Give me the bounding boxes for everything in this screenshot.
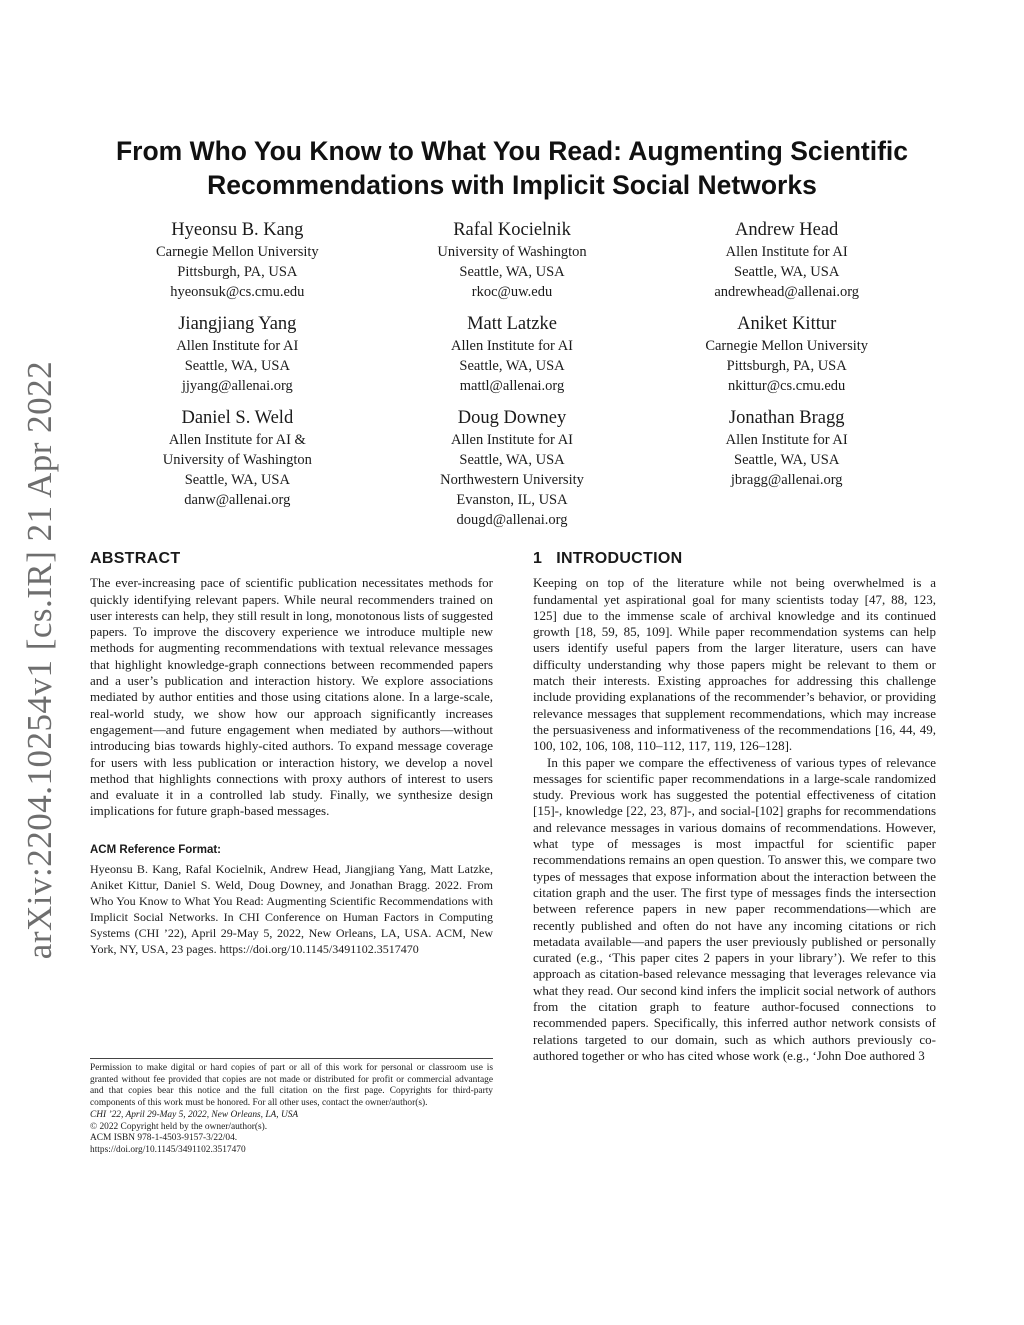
author-email: nkittur@cs.cmu.edu xyxy=(728,378,846,394)
author-affiliation: University of Washington xyxy=(437,244,587,260)
author-location: Seattle, WA, USA xyxy=(459,358,565,374)
author-email: andrewhead@allenai.org xyxy=(714,284,860,300)
section-number: 1 xyxy=(533,550,543,567)
author-row xyxy=(100,313,924,396)
author-name: Hyeonsu B. Kang xyxy=(171,220,304,240)
intro-paragraph-2: In this paper we compare the effectiveness of various types of relevance messages for scientific paper recommendations in a large-scale randomized study. Previous work has suggested the potential effectiveness of citation [15]-, knowledge [22, 23, 87]-, and social-[102] graphs for recommendations and relevance messages in various domains of recommendations. However, what type of messages is most impactful for scientific paper recommendations remains an open question. To answer this, we compare two types of messages that expose information about the interaction between the citation graph and the user. The first type of messages finds the intersection between reference papers in new paper recommendations—which are recently published and often do not have any incoming citations or rich metadata available—and papers the user previously published or personally curated (e.g., ‘This paper cites 2 papers in your library’). We refer to this approach as citation-based relevance messaging that leverages relevance via what they read. Our second kind infers the implicit social network of authors from the citation graph to feature author-focused connections to recommended papers. Specifically, this inferred author network consists of relations targeted to our domain, such as which authors previously co-authored together or who has cited whose work (e.g., ‘John Doe authored 3 xyxy=(533,754,936,1063)
author-card xyxy=(100,407,375,530)
permission-text: Permission to make digital or hard copies of part or all of this work for personal or classroom use is granted without fee provided that copies are not made or distributed for profit or commercial advantage and that copies bear this notice and the full citation on the first page. Copyrights for third-party components of this work must be honored. For all other uses, contact the owner/author(s). xyxy=(90,1063,493,1109)
isbn-line: ACM ISBN 978-1-4503-9157-3/22/04. xyxy=(90,1133,238,1144)
right-column xyxy=(533,551,936,1064)
author-row xyxy=(100,219,924,302)
title-line-2: Recommendations with Implicit Social Networks xyxy=(207,170,817,200)
author-affiliation: Allen Institute for AI xyxy=(450,338,574,354)
author-card xyxy=(649,407,924,530)
author-affiliation: Carnegie Mellon University xyxy=(155,244,319,260)
author-location: Pittsburgh, PA, USA xyxy=(726,358,847,374)
author-name: Aniket Kittur xyxy=(737,314,837,334)
author-email: danw@allenai.org xyxy=(184,492,291,508)
section-title: INTRODUCTION xyxy=(556,550,683,567)
intro-heading xyxy=(533,551,936,567)
acm-reference-text: Hyeonsu B. Kang, Rafal Kocielnik, Andrew Head, Jiangjiang Yang, Matt Latzke, Aniket Kittur, Daniel S. Weld, Doug Downey, and Jonathan Bragg. 2022. From Who You Know to What You Read: Augmenting Scientific Recommendations with Implicit Social Networks. In CHI Conference on Human Factors in Computing Systems (CHI ’22), April 29-May 5, 2022, New Orleans, LA, USA. ACM, New York, NY, USA, 23 pages. https://doi.org/10.1145/3491102.3517470 xyxy=(90,862,493,957)
author-card xyxy=(649,219,924,302)
author-affiliation: Allen Institute for AI xyxy=(176,338,299,354)
author-location: Seattle, WA, USA xyxy=(459,452,565,468)
author-card xyxy=(375,219,650,302)
author-affiliation: Allen Institute for AI xyxy=(725,244,848,260)
acm-reference-heading: ACM Reference Format: xyxy=(90,843,221,856)
left-column xyxy=(90,551,493,957)
author-location: Seattle, WA, USA xyxy=(734,452,840,468)
author-name: Matt Latzke xyxy=(467,314,557,334)
author-row xyxy=(100,407,924,530)
author-name: Rafal Kocielnik xyxy=(453,220,571,240)
doi-link[interactable]: https://doi.org/10.1145/3491102.3517470 xyxy=(90,1144,246,1155)
author-affiliation: Allen Institute for AI xyxy=(450,432,574,448)
author-affiliation: Allen Institute for AI & xyxy=(168,432,306,448)
author-name: Doug Downey xyxy=(457,408,567,428)
author-card xyxy=(100,313,375,396)
author-email: dougd@allenai.org xyxy=(456,512,568,528)
author-affiliation: Allen Institute for AI xyxy=(725,432,848,448)
author-email: jbragg@allenai.org xyxy=(730,472,843,488)
permission-notice xyxy=(90,1058,493,1157)
abstract-text: The ever-increasing pace of scientific publication necessitates methods for quickly identifying relevant papers. While neural recommenders trained on user interests can help, they still result in long, monotonous lists of suggested papers. To improve the discovery experience we introduce multiple new methods for augmenting recommendations with textual relevance messages that highlight knowledge-graph connections between recommended papers and a user’s publication and interaction history. We explore associations mediated by author entities and those using citations alone. In a large-scale, real-world study, we show how our approach significantly increases engagement—and future engagement when mediated by authors—without introducing bias towards highly-cited authors. To expand message coverage for users with less publication or interaction history, we develop a novel method that highlights connections with proxy authors of interest to users and evaluate it in a controlled lab study. Finally, we synthesize design implications for future graph-based messages. xyxy=(90,575,493,819)
author-email: jjyang@allenai.org xyxy=(181,378,293,394)
paper-title xyxy=(80,134,944,202)
author-affiliation: Northwestern University xyxy=(440,472,584,488)
author-location: Pittsburgh, PA, USA xyxy=(177,264,298,280)
author-location: Seattle, WA, USA xyxy=(184,358,290,374)
venue-line: CHI ’22, April 29-May 5, 2022, New Orleans, LA, USA xyxy=(90,1109,299,1120)
author-card xyxy=(649,313,924,396)
author-name: Andrew Head xyxy=(735,220,839,240)
author-email: rkoc@uw.edu xyxy=(471,284,553,300)
author-name: Jonathan Bragg xyxy=(728,408,845,428)
author-email: mattl@allenai.org xyxy=(459,378,565,394)
author-card xyxy=(375,407,650,530)
author-location: Evanston, IL, USA xyxy=(456,492,568,508)
title-line-1: From Who You Know to What You Read: Augmenting Scientific xyxy=(115,136,909,166)
author-location: Seattle, WA, USA xyxy=(184,472,290,488)
author-affiliation: Carnegie Mellon University xyxy=(705,338,869,354)
copyright-line: © 2022 Copyright held by the owner/author(s). xyxy=(90,1121,268,1132)
intro-paragraph-1: Keeping on top of the literature while not being overwhelmed is a fundamental yet aspirational goal for many scientists today [47, 88, 123, 125] due to the immense scale of archival knowledge and its continued growth [18, 59, 85, 109]. While paper recommendation systems can help users identify useful papers from the larger literature, users can have difficulty understanding why those papers might be relevant to them or match their interests. Existing approaches for addressing this challenge include providing explanations of the recommender’s behavior, or providing relevance messages that supplement recommendations, which may increase the persuasiveness and informativeness of the recommendations [16, 44, 49, 100, 102, 106, 108, 110–112, 117, 119, 126–128]. xyxy=(533,575,936,754)
author-card xyxy=(375,313,650,396)
author-card xyxy=(100,219,375,302)
author-name: Daniel S. Weld xyxy=(181,408,294,428)
author-name: Jiangjiang Yang xyxy=(178,314,297,334)
author-affiliation: University of Washington xyxy=(162,452,312,468)
arxiv-stamp: arXiv:2204.10254v1 [cs.IR] 21 Apr 2022 xyxy=(20,360,59,960)
author-email: hyeonsuk@cs.cmu.edu xyxy=(170,284,305,300)
abstract-heading: ABSTRACT xyxy=(90,550,181,567)
author-location: Seattle, WA, USA xyxy=(734,264,840,280)
author-location: Seattle, WA, USA xyxy=(459,264,565,280)
author-block xyxy=(100,219,924,541)
